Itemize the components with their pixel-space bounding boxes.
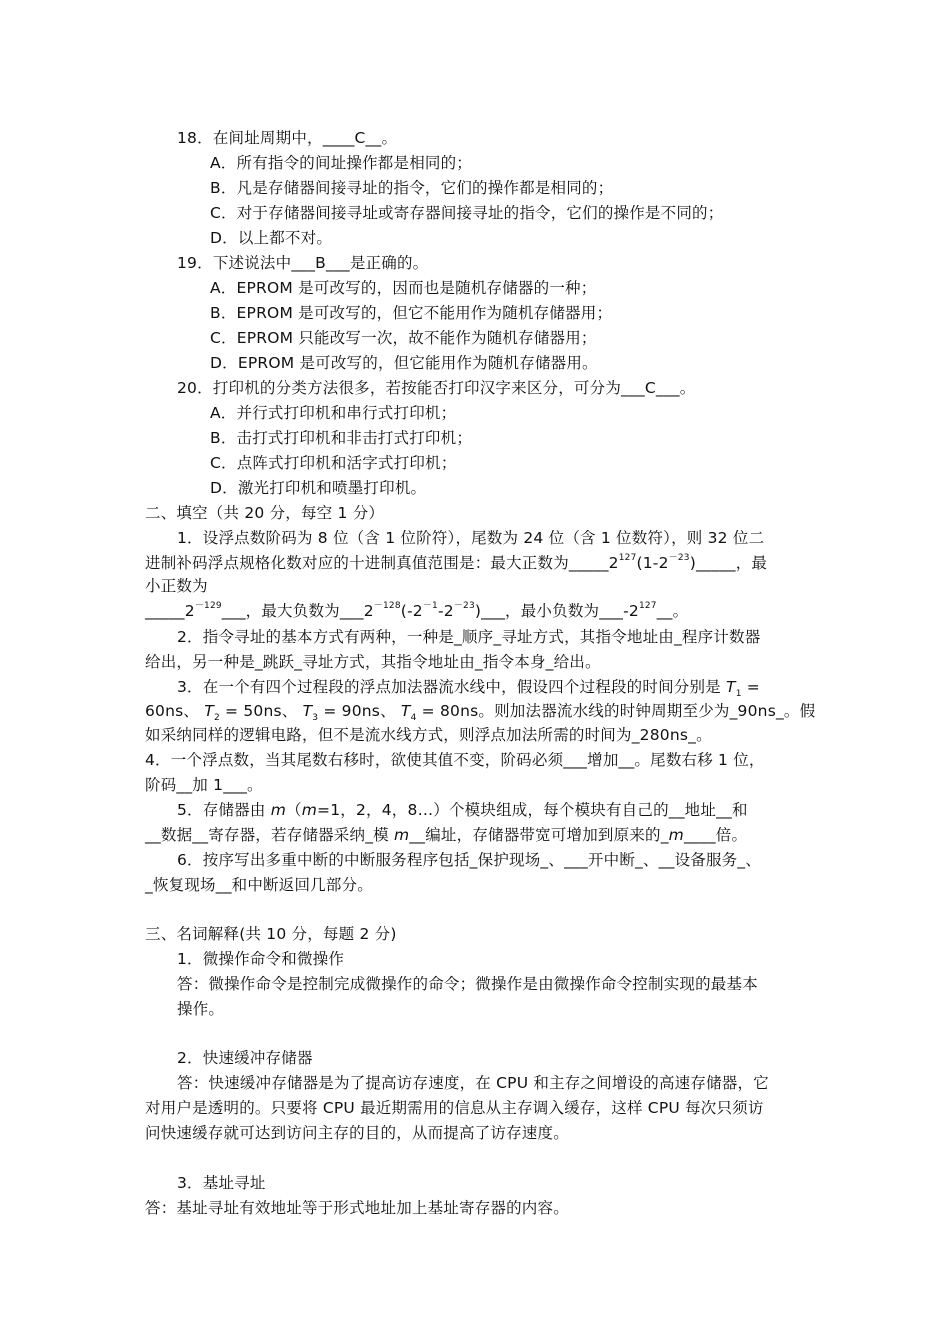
q19-option-c: C．EPROM 只能改写一次，故不能作为随机存储器用；: [210, 329, 597, 347]
fill2-line1: 2．指令寻址的基本方式有两种，一种是_顺序_寻址方式，其指令地址由_程序计数器: [177, 628, 761, 646]
term3-answer: 答：基址寻址有效地址等于形式地址加上基址寄存器的内容。: [145, 1199, 569, 1217]
term3-title: 3．基址寻址: [177, 1174, 266, 1192]
q18-option-c: C．对于存储器间接寻址或寄存器间接寻址的指令，它们的操作是不同的；: [210, 204, 724, 222]
q20-option-d: D．激光打印机和喷墨打印机。: [210, 479, 427, 497]
q18-option-a: A．所有指令的间址操作都是相同的；: [210, 154, 473, 172]
term2-answer-line3: 问快速缓存就可达到访问主存的目的，从而提高了访存速度。: [145, 1124, 569, 1142]
section3-heading: 三、名词解释(共 10 分，每题 2 分): [145, 925, 397, 943]
fill1-line3: 小正数为: [145, 577, 208, 595]
fill3-line2: 60ns、 $T_2 = 50ns$、 $T_3 = 90ns$、 $T_4 = 80ns$。则加法器流水线的时钟周期至少为_90ns_。假: [145, 702, 816, 724]
term1-title: 1．微操作命令和微操作: [177, 950, 345, 968]
q18-option-b: B．凡是存储器间接寻址的指令，它们的操作都是相同的；: [210, 179, 614, 197]
fill5-line1: 5．存储器由 m（m=1，2，4，8…）个模块组成，每个模块有自己的__地址__和: [177, 801, 748, 819]
q19-option-b: B．EPROM 是可改写的，但它不能用作为随机存储器用；: [210, 304, 613, 322]
fill2-line2: 给出，另一种是_跳跃_寻址方式，其指令地址由_指令本身_给出。: [145, 653, 601, 671]
fill5-line2: __数据__寄存器，若存储器采纳_模 m__编址，存储器带宽可增加到原来的_m____倍。: [145, 826, 748, 844]
term2-answer-line2: 对用户是透明的。只要将 CPU 最近期需用的信息从主存调入缓存，这样 CPU 每次只须访: [145, 1099, 764, 1117]
q20-option-c: C．点阵式打印机和活字式打印机；: [210, 454, 457, 472]
fill4-line1: 4．一个浮点数，当其尾数右移时，欲使其值不变，阶码必须___增加__。尾数右移 1 位，: [145, 751, 765, 769]
q19-option-a: A．EPROM 是可改写的，因而也是随机存储器的一种；: [210, 279, 597, 297]
fill6-line1: 6．按序写出多重中断的中断服务程序包括_保护现场_、___开中断_、__设备服务_、: [177, 851, 762, 869]
fill1-line1: 1．设浮点数阶码为 8 位（含 1 位阶符），尾数为 24 位（含 1 位数符），则 32 位二: [177, 529, 765, 547]
term2-title: 2．快速缓冲存储器: [177, 1049, 313, 1067]
fill3-line1: 3．在一个有四个过程段的浮点加法器流水线中，假设四个过程段的时间分别是 $T_1$ =: [177, 678, 760, 700]
fill1-line2: 进制补码浮点规格化数对应的十进制真值范围是：最大正数为$\_\_\_\_\_2^{127}(1-2^{-23})\_\_\_\_\_$，最: [145, 552, 768, 572]
term1-answer-line1: 答：微操作命令是控制完成微操作的命令；微操作是由微操作命令控制实现的最基本: [177, 975, 758, 993]
fill4-line2: 阶码__加 1___。: [145, 776, 263, 794]
fill3-line3: 如采纳同样的逻辑电路，但不是流水线方式，则浮点加法所需的时间为_280ns_。: [145, 726, 712, 744]
q19-stem: 19．下述说法中___B___是正确的。: [177, 254, 429, 272]
q18-option-d: D．以上都不对。: [210, 229, 333, 247]
term2-answer-line1: 答：快速缓冲存储器是为了提高访存速度，在 CPU 和主存之间增设的高速存储器，它: [177, 1074, 769, 1092]
q20-option-b: B．击打式打印机和非击打式打印机；: [210, 429, 473, 447]
term1-answer-line2: 操作。: [177, 1000, 225, 1018]
q18-stem: 18．在间址周期中，____C__。: [177, 129, 398, 147]
fill1-line4: $\_\_\_\_\_2^{-129}\_\_\_$，最大负数为$\_\_\_2^{-128}(-2^{-1}-2^{-23})\_\_\_$，最小负数为$\_\_\_-2^{127}\_\_$。: [145, 600, 689, 620]
q19-option-d: D．EPROM 是可改写的，但它能用作为随机存储器用。: [210, 354, 598, 372]
fill6-line2: _恢复现场__和中断返回几部分。: [145, 876, 373, 894]
q20-option-a: A．并行式打印机和串行式打印机；: [210, 404, 457, 422]
section2-heading: 二、填空（共 20 分，每空 1 分）: [145, 504, 385, 522]
q20-stem: 20．打印机的分类方法很多，若按能否打印汉字来区分，可分为___C___。: [177, 379, 696, 397]
